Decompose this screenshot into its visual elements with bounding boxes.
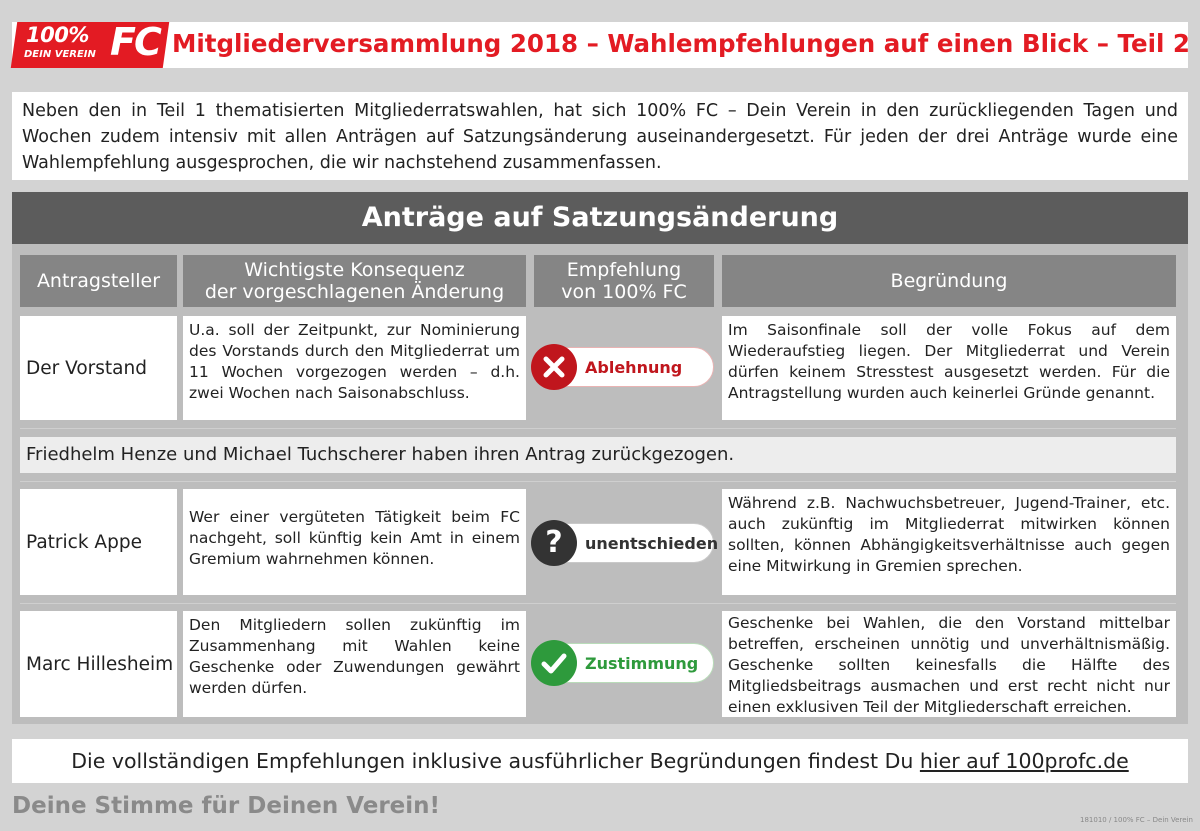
panel-title: Anträge auf Satzungsänderung	[12, 192, 1188, 244]
column-header-applicant-label: Antragsteller	[36, 270, 161, 292]
column-header-consequence-line1: Wichtigste Konsequenz	[244, 259, 465, 281]
column-header-recommendation-line1: Empfehlung	[566, 259, 682, 281]
recommendation-label: unentschieden	[585, 533, 719, 553]
row-divider	[20, 603, 1176, 604]
recommendation-badge	[534, 643, 714, 683]
column-header-consequence-line2: der vorgeschlagenen Änderung	[204, 281, 505, 303]
column-header-recommendation	[534, 255, 714, 307]
applicant-name: Patrick Appe	[26, 531, 142, 553]
column-header-reason-label: Begründung	[890, 270, 1008, 292]
row-reason: Im Saisonfinale soll der volle Fokus auf dem Wiederaufstieg liegen. Der Mitgliederrat und Verein dürfen keinem Stresstest ausgesetzt werden. Für die Antragstellung wurden auch keinerlei Gründe genannt.	[722, 316, 1176, 420]
logo-fc: FC	[110, 20, 160, 64]
column-header-consequence	[183, 255, 526, 307]
intro-text: Neben den in Teil 1 thematisierten Mitgliederratswahlen, hat sich 100% FC – Dein Verein in den zurückliegenden Tagen und Wochen zudem intensiv mit allen Anträgen auf Satzungsänderung auseinandergesetzt. Für jeden der drei Anträge wurde eine Wahlempfehlung ausgesprochen, die wir nachstehend zusammenfassen.	[12, 92, 1188, 180]
row-applicant	[20, 316, 177, 420]
column-header-applicant	[20, 255, 177, 307]
reject-x-icon	[531, 344, 577, 390]
recommendation-label: Zustimmung	[585, 653, 699, 673]
row-consequence: Wer einer vergüteten Tätigkeit beim FC nachgeht, soll künftig kein Amt in einem Gremium wahrnehmen können.	[183, 489, 526, 595]
withdrawn-note: Friedhelm Henze und Michael Tuchscherer haben ihren Antrag zurückgezogen.	[20, 437, 1176, 473]
row-applicant	[20, 489, 177, 595]
question-mark-icon: ?	[531, 520, 577, 566]
row-consequence: U.a. soll der Zeitpunkt, zur Nominierung des Vorstands durch den Mitgliederrat um 11 Wochen vorgezogen werden – d.h. zwei Wochen nach Saisonabschluss.	[183, 316, 526, 420]
row-reason: Geschenke bei Wahlen, die den Vorstand mittelbar betreffen, erscheinen unnötig und unverhältnismäßig. Geschenke sollten keinesfalls die Hälfte des Mitgliedsbeitrags ausmachen und erst recht nicht nur einen exklusiven Teil der Mitgliederschaft erreichen.	[722, 611, 1176, 717]
row-applicant	[20, 611, 177, 717]
recommendation-badge	[534, 523, 719, 563]
slogan: Deine Stimme für Deinen Verein!	[12, 793, 441, 819]
recommendation-badge	[534, 347, 714, 387]
applicant-name: Marc Hillesheim	[26, 653, 174, 675]
website-link[interactable]: hier auf 100profc.de	[919, 749, 1129, 773]
footer-text: Die vollständigen Empfehlungen inklusive ausführlicher Begründungen findest Du	[71, 749, 920, 773]
row-reason: Während z.B. Nachwuchsbetreuer, Jugend-Trainer, etc. auch zukünftig im Mitgliederrat mitwirken können sollten, können Abhängigkeitsverhältnisse auch gegen eine Mitwirkung in Gremien sprechen.	[722, 489, 1176, 595]
logo-number: 100%	[26, 23, 89, 47]
recommendation-label: Ablehnung	[585, 357, 683, 377]
logo-subtitle: DEIN VEREIN	[24, 49, 96, 60]
row-divider	[20, 428, 1176, 429]
page-title: Mitgliederversammlung 2018 – Wahlempfehlungen auf einen Blick – Teil 2	[172, 29, 1190, 58]
footer-bar	[12, 739, 1188, 783]
row-divider	[20, 481, 1176, 482]
logo	[11, 22, 169, 68]
column-header-reason	[722, 255, 1176, 307]
column-header-recommendation-line2: von 100% FC	[561, 281, 687, 303]
applicant-name: Der Vorstand	[26, 357, 147, 379]
credit-note: 181010 / 100% FC – Dein Verein	[1080, 816, 1193, 824]
row-consequence: Den Mitgliedern sollen zukünftig im Zusammenhang mit Wahlen keine Geschenke oder Zuwendungen gewährt werden dürfen.	[183, 611, 526, 717]
checkmark-icon	[531, 640, 577, 686]
